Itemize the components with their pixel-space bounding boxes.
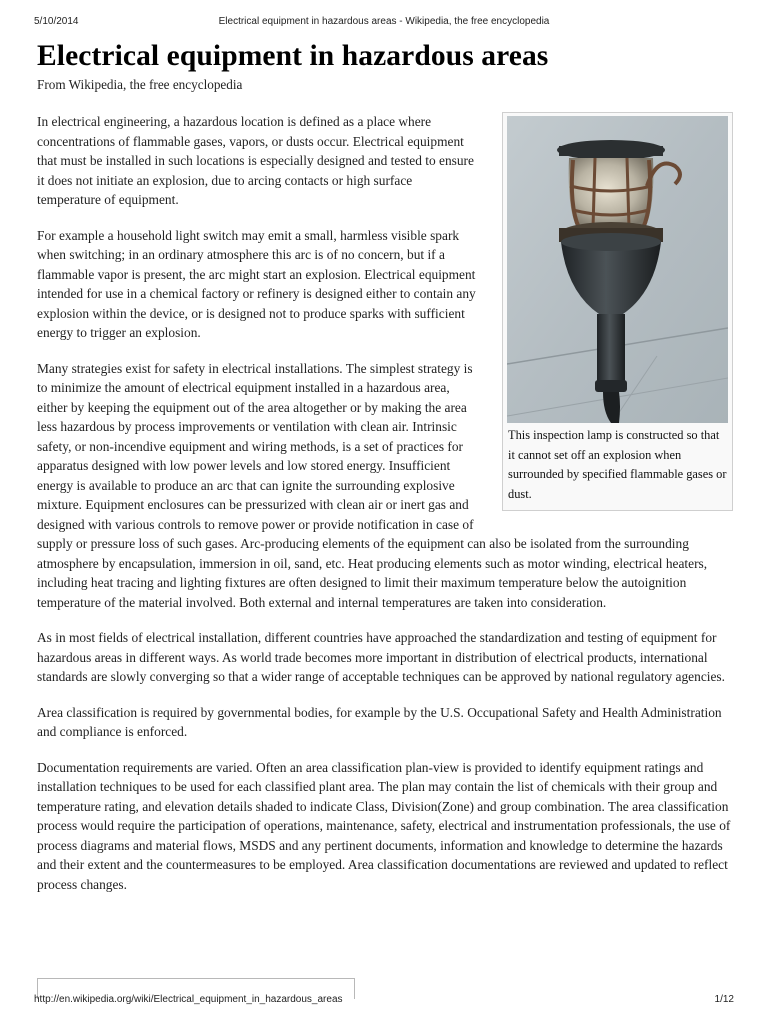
article-content bbox=[37, 38, 733, 910]
print-page-title: Electrical equipment in hazardous areas - Wikipedia, the free encyclopedia bbox=[218, 16, 550, 27]
article-body bbox=[37, 112, 733, 894]
print-date: 5/10/2014 bbox=[34, 16, 79, 27]
inspection-lamp-image[interactable] bbox=[507, 116, 728, 423]
article-subtitle: From Wikipedia, the free encyclopedia bbox=[37, 77, 243, 92]
paragraph-6: Documentation requirements are varied. Often an area classification plan-view is provided to identify equipment ratings and installation techniques to be used for each classified plant area. The plan may contain the list of chemicals with their group and temperature rating, and elevation details shaded to indicate Class, Division(Zone) and group combination. The area classification process would require the participation of operations, maintenance, safety, electrical and instrumentation professionals, the use of process diagrams and material flows, MSDS and any pertinent documents, information and knowledge to determine the hazards and their extent and the countermeasures to be employed. Area classification documentations are reviewed and updated to reflect process changes. bbox=[37, 759, 731, 892]
article-title: Electrical equipment in hazardous areas bbox=[37, 40, 549, 72]
paragraph-4: As in most fields of electrical installation, different countries have approached the standardization and testing of equipment for hazardous areas in different ways. As world trade becomes more important in distribution of electrical products, international standards are slowly converging so that a wider range of acceptable techniques can be approved by national regulatory agencies. bbox=[37, 630, 725, 684]
paragraph-2: For example a household light switch may emit a small, harmless visible spark when switching; in an ordinary atmosphere this arc is of no concern, but if a flammable vapor is present, the arc might start an explosion. Electrical equipment intended for use in a chemical factory or refinery is designed either to contain any explosion within the device, or is designed not to produce sparks with sufficient energy to trigger an explosion. bbox=[37, 227, 476, 340]
paragraph-1: In electrical engineering, a hazardous location is defined as a place where concentrations of flammable gases, vapors, or dusts occur. Electrical equipment that must be installed in such locations is especially designed and tested to ensure it does not initiate an explosion, due to arcing contacts or high surface temperature of equipment. bbox=[37, 114, 474, 207]
paragraph-3: Many strategies exist for safety in electrical installations. The simplest strategy is to minimize the amount of electrical equipment installed in a hazardous area, either by keeping the equipment out of the area altogether or by making the area less hazardous by process improvements or ventilation with clean air. Intrinsic safety, or non-incendive equipment and wiring methods, is a set of practices for apparatus designed with low power levels and low stored energy. Insufficient energy is available to produce an arc that can ignite the surrounding explosive mixture. Equipment enclosures can be pressurized with clean air or inert gas and designed with various controls to remove power or provide notification in case of supply or pressure loss of such gases. Arc-producing elements of the equipment can also be isolated from the surrounding atmosphere by encapsulation, immersion in oil, sand, etc. Heat producing elements such as motor winding, electrical heaters, including heat tracing and lighting fixtures are often designed to limit their maximum temperature below the autoignition temperature of the material involved. Both external and internal temperatures are taken into consideration. bbox=[37, 360, 708, 610]
figure-caption: This inspection lamp is constructed so that it cannot set off an explosion when surrounded by specified flammable gases or dust. bbox=[508, 428, 727, 501]
figure-thumbnail bbox=[502, 112, 733, 511]
page-number: 1/12 bbox=[714, 994, 734, 1005]
print-url[interactable]: http://en.wikipedia.org/wiki/Electrical_equipment_in_hazardous_areas bbox=[34, 994, 343, 1005]
paragraph-5: Area classification is required by governmental bodies, for example by the U.S. Occupational Safety and Health Administration and compliance is enforced. bbox=[37, 704, 722, 739]
